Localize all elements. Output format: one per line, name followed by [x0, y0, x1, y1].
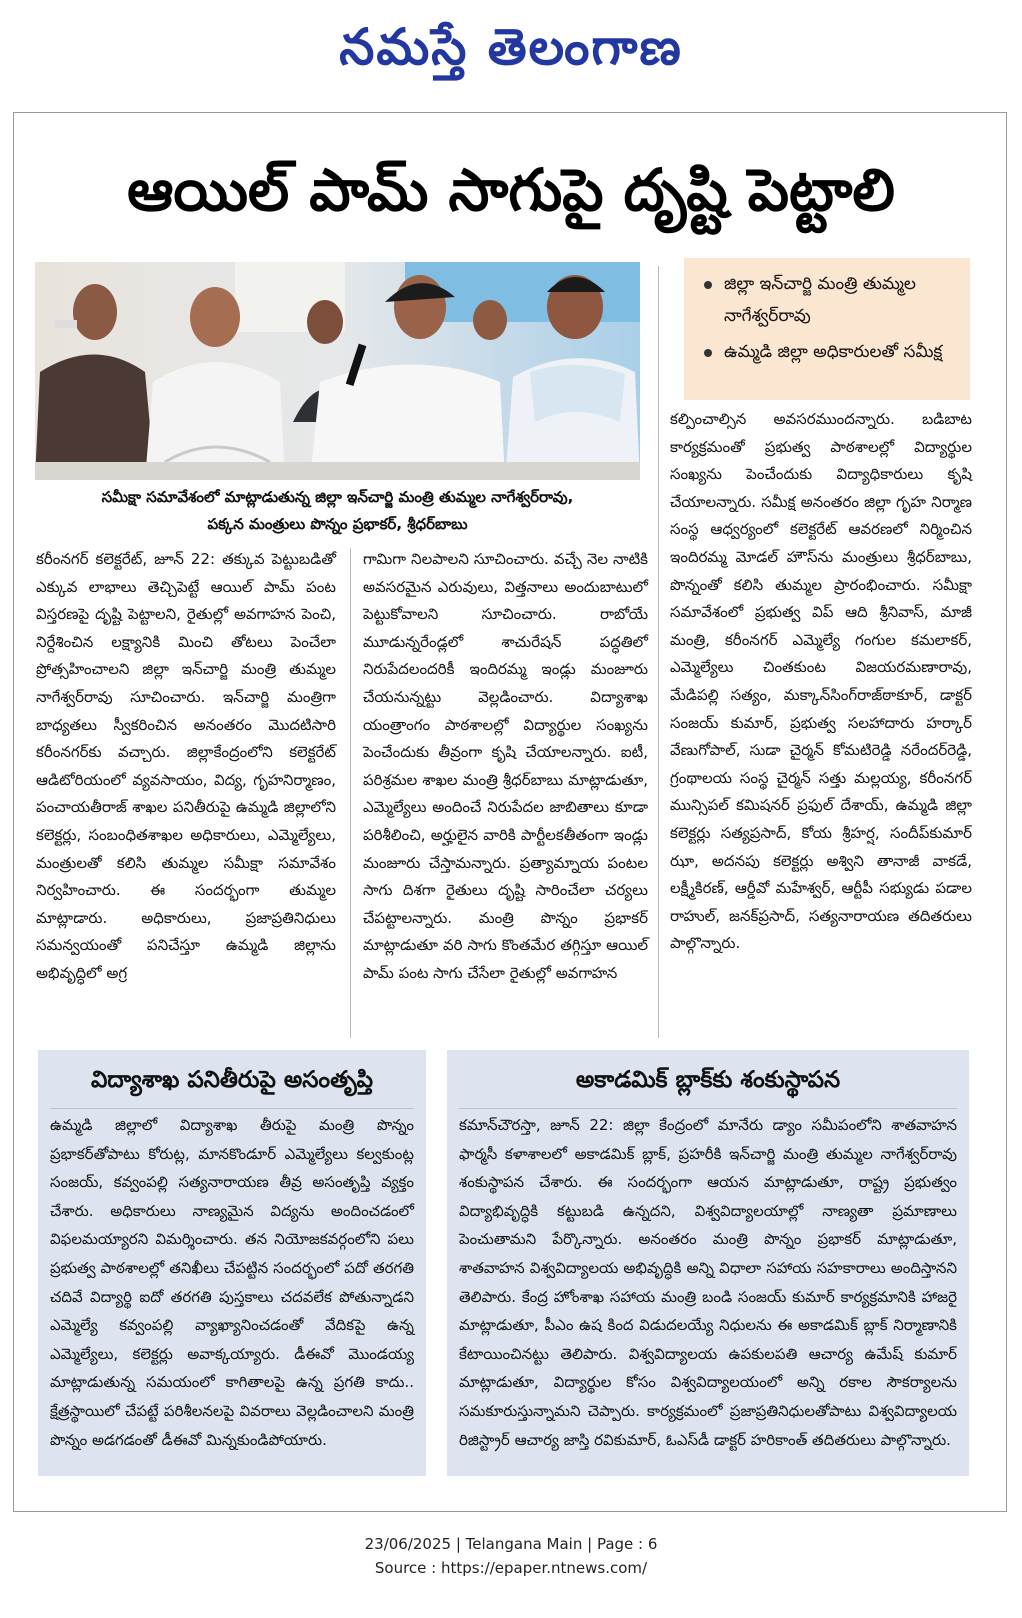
masthead-logo: నమస్తే తెలంగాణ: [339, 17, 683, 76]
story-body: [50, 1108, 414, 1466]
sidebar-story-academic-block: [447, 1050, 969, 1476]
highlight-item: జిల్లా ఇన్‌చార్జి మంత్రి తుమ్మల నాగేశ్వర్‌రావు: [702, 268, 960, 332]
photo-meeting: [35, 262, 640, 480]
column-divider: [658, 266, 659, 1038]
story-text: ఉమ్మడి జిల్లాలో విద్యాశాఖ తీరుపై మంత్రి పొన్నం ప్రభాకర్‌తోపాటు కోరుట్ల, మానకొండూర్ ఎమ్మెల్యేలు కల్వకుంట్ల సంజయ్, కవ్వంపల్లి సత్యనారాయణ తీవ్ర అసంతృప్తి వ్యక్తం చేశారు. అధికారులు నాణ్యమైన విద్యను అందించడంలో విఫలమయ్యారని విమర్శించారు. తన నియోజకవర్గంలోని పలు ప్రభుత్వ పాఠశాలల్లో తనిఖీలు చేపట్టిన సందర్భంలో పదో తరగతి చదివే విద్యార్థి ఐదో తరగతి పుస్తకాలు చదవలేక పోతున్నాడని ఎమ్మెల్యే కవ్వంపల్లి వ్యాఖ్యానించడంతో వేదికపై ఉన్న ఎమ్మెల్యేలు, కలెక్టర్లు అవాక్కయ్యారు. డీఈవో మొండయ్య మాట్లాడుతున్న సమయంలో కాగితాలపై ఉన్న ప్రగతి కాదు.. క్షేత్రస్థాయిలో చేపట్టే పరిశీలనలపై వివరాలు వెల్లడించాలని మంత్రి పొన్నం అడగడంతో డీఈవో మిన్నకుండిపోయారు.: [50, 1116, 414, 1449]
highlights-box: [684, 258, 970, 400]
sidebar-story-education: [38, 1050, 426, 1476]
story-title: విద్యాశాఖ పనితీరుపై అసంతృప్తి: [90, 1067, 374, 1093]
headline: ఆయిల్ పామ్ సాగుపై దృష్టి పెట్టాలి: [127, 156, 895, 224]
highlight-item: ఉమ్మడి జిల్లా అధికారులతో సమీక్ష: [702, 336, 960, 368]
footer-edition: 23/06/2025 | Telangana Main | Page : 6: [364, 1535, 658, 1553]
story-text: కమాన్‌చౌరస్తా, జూన్ 22: జిల్లా కేంద్రంలో మానేరు డ్యాం సమీపంలోని శాతవాహన ఫార్మసీ కళాశాలలో అకాడమిక్ బ్లాక్, ప్రహరీకి ఇన్‌చార్జి మంత్రి తుమ్మల నాగేశ్వర్‌రావు శంకుస్థాపన చేశారు. ఈ సందర్భంగా ఆయన మాట్లాడుతూ, రాష్ట్ర ప్రభుత్వం విద్యాభివృద్ధికి కట్టుబడి ఉన్నదని, విశ్వవిద్యాలయాల్లో నాణ్యతా ప్రమాణాలు పెంచుతామని పేర్కొన్నారు. అనంతరం మంత్రి పొన్నం ప్రభాకర్ మాట్లాడుతూ, శాతవాహన విశ్వవిద్యాలయ అభివృద్ధికి అన్ని విధాలా సహాయ సహకారాలు అందిస్తానని తెలిపారు. కేంద్ర హోంశాఖ సహాయ మంత్రి బండి సంజయ్ కుమార్ కార్యక్రమానికి హాజరై మాట్లాడుతూ, పీఎం ఉష కింద విడుదలయ్యే నిధులను ఈ అకాడమిక్ బ్లాక్ నిర్మాణానికి కేటాయించినట్టు తెలిపారు. విశ్వవిద్యాలయ ఉపకులపతి ఆచార్య ఉమేష్ కుమార్ మాట్లాడుతూ, విద్యార్థుల కోసం విశ్వవిద్యాలయంలో అన్ని రకాల సౌకర్యాలను సమకూరుస్తున్నామని చెప్పారు. కార్యక్రమంలో ప్రజాప్రతినిధులతోపాటు విశ్వవిద్యాలయ రిజిస్ట్రార్ ఆచార్య జాస్తి రవికుమార్, ఓఎస్‌డీ డాక్టర్ హరికాంత్ తదితరులు పాల్గొన్నారు.: [459, 1116, 957, 1449]
article-column-1: [36, 546, 336, 988]
page-footer: [0, 1532, 1022, 1580]
masthead: [0, 8, 1022, 90]
article-text: కరీంనగర్ కలెక్టరేట్, జూన్ 22: తక్కువ పెట్టుబడితో ఎక్కువ లాభాలు తెచ్చిపెట్టే ఆయిల్ పామ్ పంట విస్తరణపై దృష్టి పెట్టాలని, రైతుల్లో అవగాహన పెంచి, నిర్దేశించిన లక్ష్యానికి మించి తోటలు పెంచేలా ప్రోత్సహించాలని జిల్లా ఇన్‌చార్జి మంత్రి తుమ్మల నాగేశ్వర్‌రావు సూచించారు. ఇన్‌చార్జి మంత్రిగా బాధ్యతలు స్వీకరించిన అనంతరం మొదటిసారి కరీంనగర్‌కు వచ్చారు. జిల్లాకేంద్రంలోని కలెక్టరేట్ ఆడిటోరియంలో వ్యవసాయం, విద్య, గృహనిర్మాణం, పంచాయతీరాజ్ శాఖల పనితీరుపై ఉమ్మడి జిల్లాలోని కలెక్టర్లు, సంబంధితశాఖల అధికారులు, ఎమ్మెల్యేలు, మంత్రులతో కలిసి తుమ్మల సమీక్షా సమావేశం నిర్వహించారు. ఈ సందర్భంగా తుమ్మల మాట్లాడారు. అధికారులు, ప్రజాప్రతినిధులు సమన్వయంతో పనిచేస్తూ ఉమ్మడి జిల్లాను అభివృద్ధిలో అగ్ర: [36, 550, 336, 982]
column-divider: [350, 548, 351, 1038]
article-column-3: [670, 406, 972, 958]
article-column-2: [363, 546, 648, 988]
article-text: గామిగా నిలపాలని సూచించారు. వచ్చే నెల నాటికి అవసరమైన ఎరువులు, విత్తనాలు అందుబాటులో పెట్టుకోవాలని సూచించారు. రాబోయే మూడున్నరేండ్లలో శాచురేషన్ పద్ధతిలో నిరుపేదలందరికీ ఇందిరమ్మ ఇండ్లు మంజూరు చేయనున్నట్టు వెల్లడించారు. విద్యాశాఖ యంత్రాంగం పాఠశాలల్లో విద్యార్థుల సంఖ్యను పెంచేందుకు తీవ్రంగా కృషి చేయాలన్నారు. ఐటీ, పరిశ్రమల శాఖల మంత్రి శ్రీధర్‌బాబు మాట్లాడుతూ, ఎమ్మెల్యేలు అందించే నిరుపేదల జాబితాలు కూడా పరిశీలించి, అర్హులైన వారికి పార్టీలకతీతంగా ఇండ్లు మంజూరు చేస్తామన్నారు. ప్రత్యామ్నాయ పంటల సాగు దిశగా రైతులు దృష్టి సారించేలా చర్యలు చేపట్టాలన్నారు. మంత్రి పొన్నం ప్రభాకర్ మాట్లాడుతూ వరి సాగు కొంతమేర తగ్గిస్తూ ఆయిల్ పామ్ పంట సాగు చేసేలా రైతుల్లో అవగాహన: [363, 550, 648, 982]
story-body: [459, 1108, 957, 1466]
caption-line-2: పక్కన మంత్రులు పొన్నం ప్రభాకర్, శ్రీధర్‌బాబు: [207, 515, 468, 533]
footer-source-link[interactable]: Source : https://epaper.ntnews.com/: [374, 1559, 648, 1577]
story-title: అకాడమిక్ బ్లాక్‌కు శంకుస్థాపన: [575, 1067, 841, 1093]
caption-line-1: సమీక్షా సమావేశంలో మాట్లాడుతున్న జిల్లా ఇన్‌చార్జి మంత్రి తుమ్మల నాగేశ్వర్‌రావు,: [101, 488, 574, 506]
photo-caption: [30, 484, 645, 538]
article-text: కల్పించాల్సిన అవసరముందన్నారు. బడిబాట కార్యక్రమంతో ప్రభుత్వ పాఠశాలల్లో విద్యార్థుల సంఖ్యను పెంచేందుకు విద్యాధికారులు కృషి చేయాలన్నారు. సమీక్ష అనంతరం జిల్లా గృహ నిర్మాణ సంస్థ ఆధ్వర్యంలో కలెక్టరేట్ ఆవరణలో నిర్మించిన ఇందిరమ్మ మోడల్ హౌస్‌ను మంత్రులు శ్రీధర్‌బాబు, పొన్నంతో కలిసి తుమ్మల ప్రారంభించారు. సమీక్షా సమావేశంలో ప్రభుత్వ విప్ ఆది శ్రీనివాస్, మాజీ మంత్రి, కరీంనగర్ ఎమ్మెల్యే గంగుల కమలాకర్, ఎమ్మెల్యేలు చింతకుంట విజయరమణారావు, మేడిపల్లి సత్యం, మక్కాన్‌సింగ్‌రాజ్‌ఠాకూర్, డాక్టర్ సంజయ్ కుమార్, ప్రభుత్వ సలహాదారు హర్కార్ వేణుగోపాల్, సుడా చైర్మన్ కోమటిరెడ్డి నరేందర్‌రెడ్డి, గ్రంథాలయ సంస్థ చైర్మన్ సత్తు మల్లయ్య, కరీంనగర్ మున్సిపల్ కమిషనర్ ప్రఫుల్ దేశాయ్, ఉమ్మడి జిల్లా కలెక్టర్లు సత్యప్రసాద్, కోయ శ్రీహర్ష, సందీప్‌కుమార్ ఝా, అదనపు కలెక్టర్లు అశ్విని తానాజీ వాకడే, లక్ష్మీకిరణ్, ఆర్డీవో మహేశ్వర్, ఆర్టీపీ సభ్యుడు పడాల రాహుల్, జనక్‌ప్రసాద్, సత్యనారాయణ తదితరులు పాల్గొన్నారు.: [670, 410, 972, 953]
